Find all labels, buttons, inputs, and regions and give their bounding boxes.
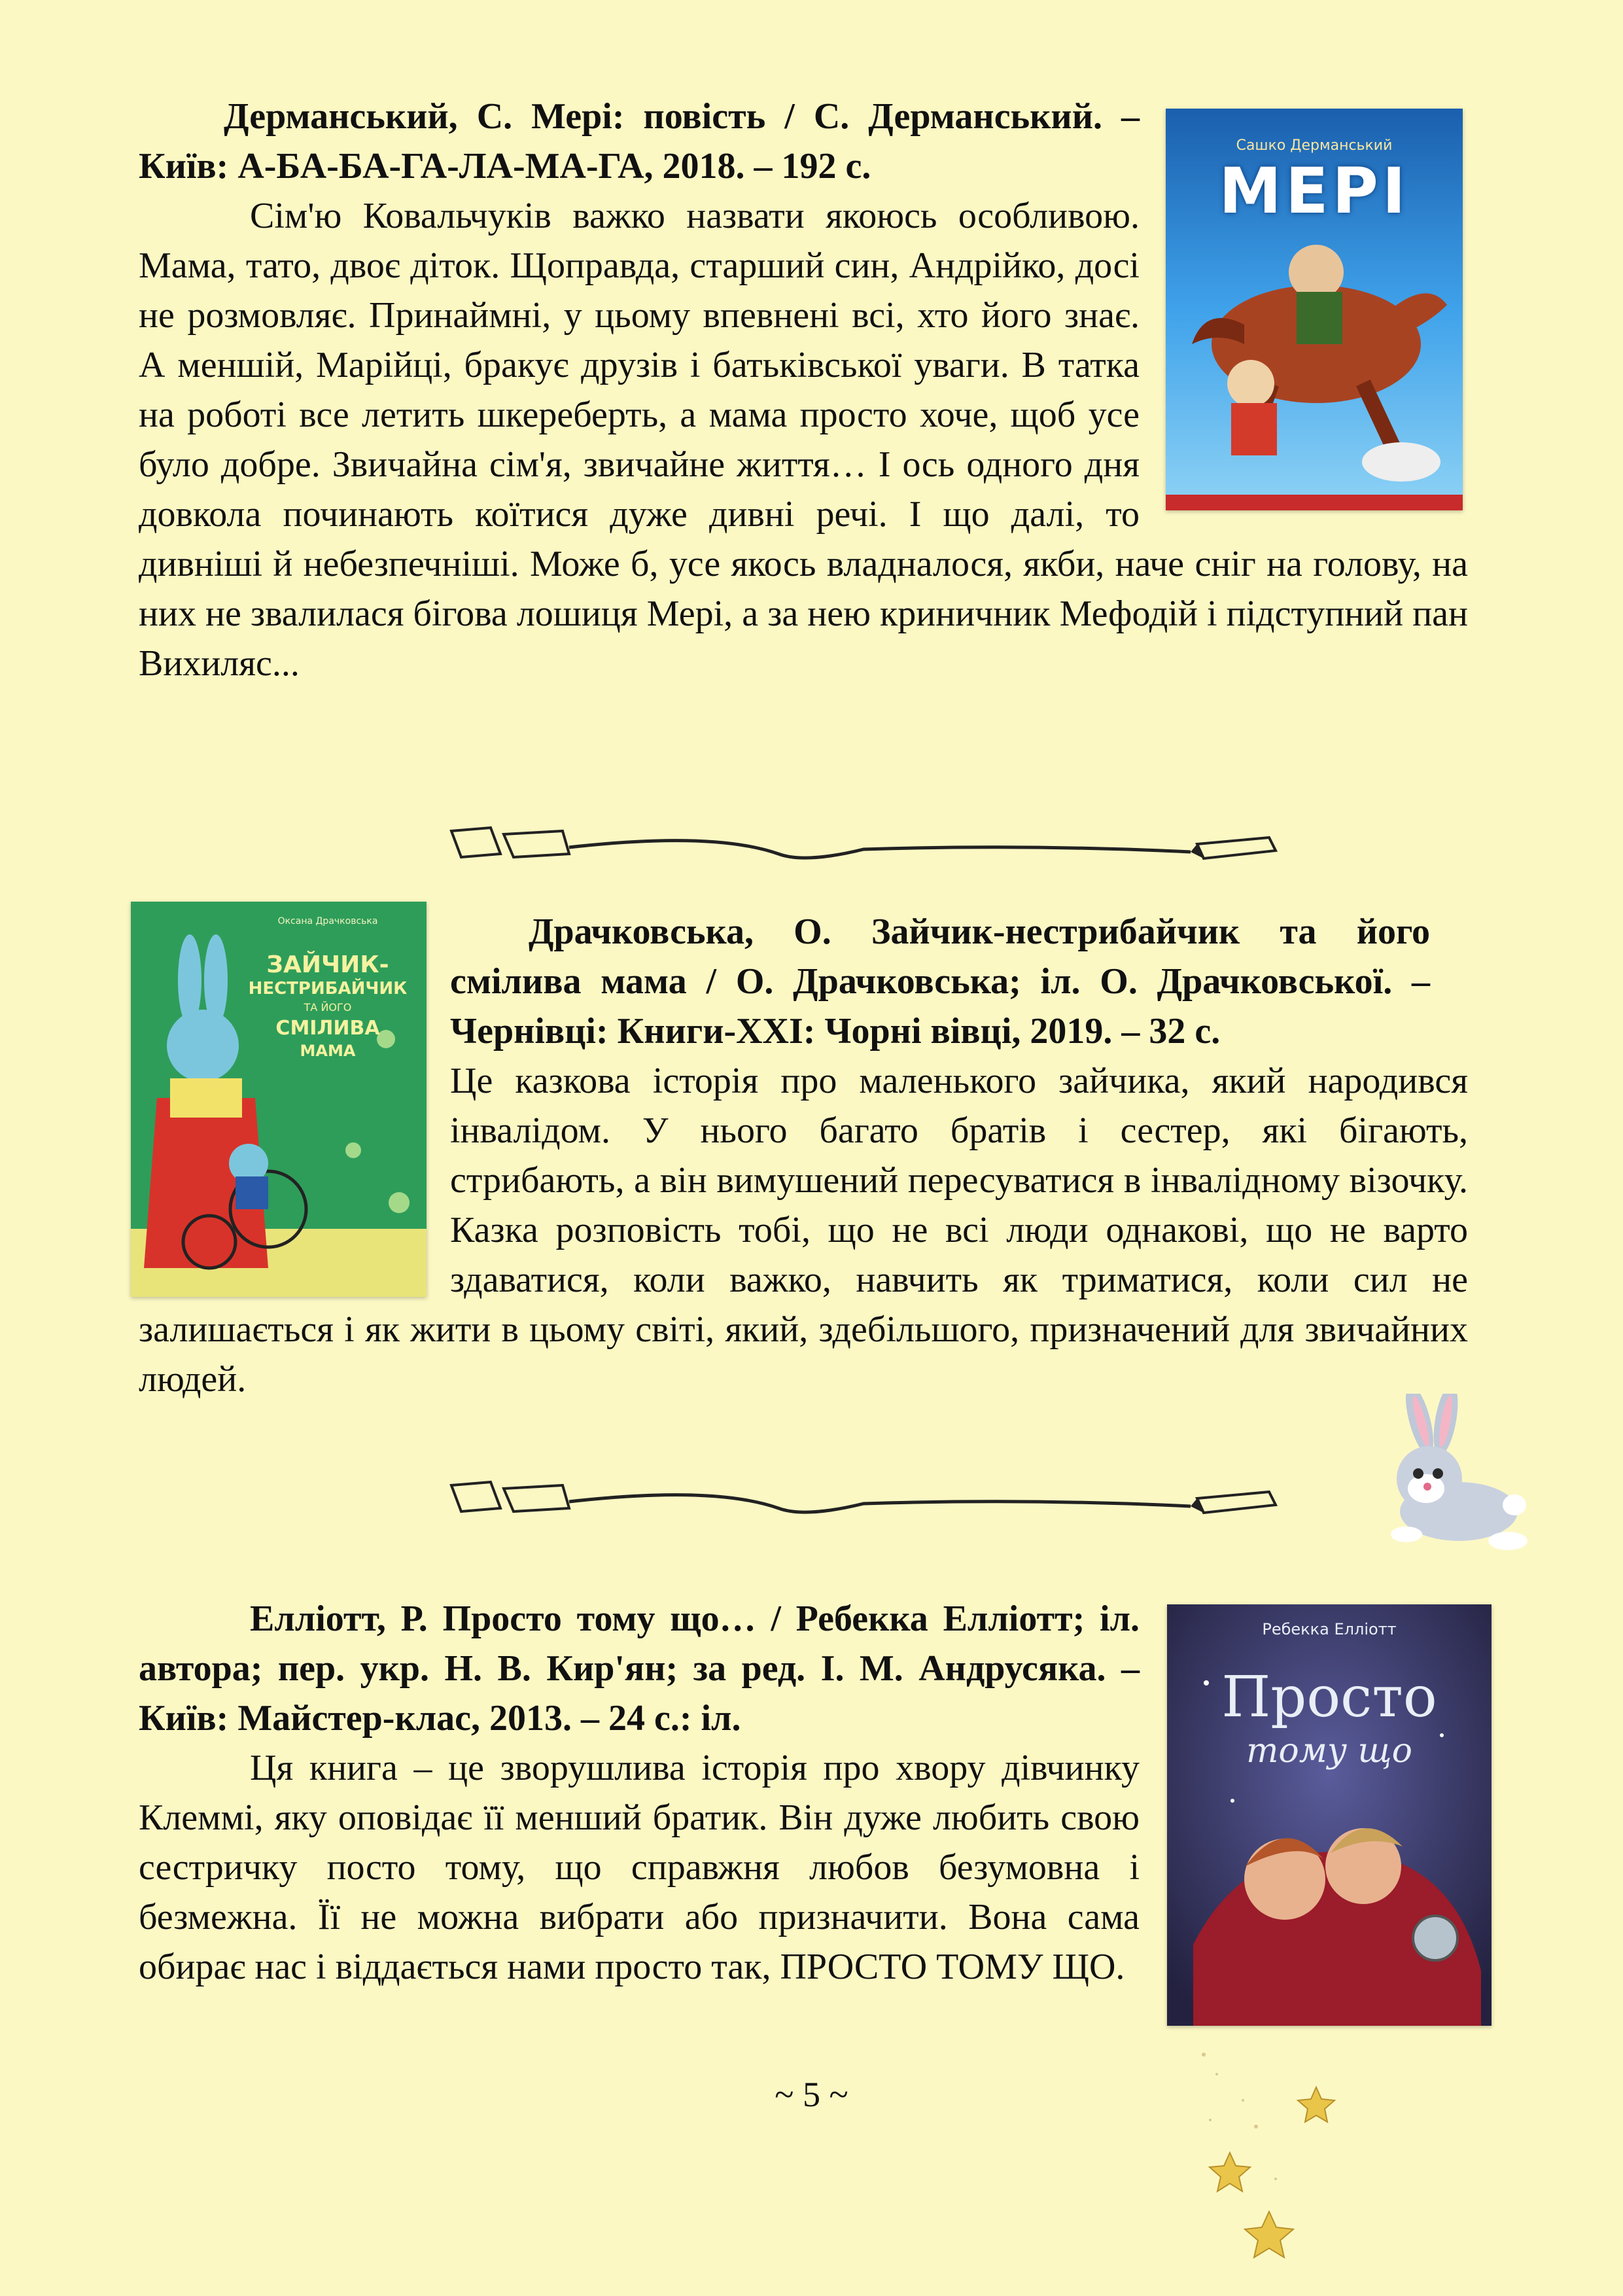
prosto-cover-author: Ребекка Елліотт [1262,1620,1397,1638]
entry-1-bibliography: Дерманський, С. Мері: повість / С. Дерманський. – Київ: А-БА-БА-ГА-ЛА-МА-ГА, 2018. – 192 с. [139,96,1140,186]
meri-cover-title: МЕРІ [1219,154,1410,228]
entry-3-bibliography: Еллiотт, Р. Просто тому що… / Ребекка Еллiотт; іл. автора; пер. укр. Н. В. Кир'ян; за ред. І. М. Андрусяка. – Київ: Майстер-клас, 2013. – 24 с.: іл. [139,1598,1140,1739]
page-number: ~ 5 ~ [775,2075,848,2114]
entry-2-bibliography: Драчковська, О. Зайчик-нестрибайчик та його смілива мама / О. Драчковська; іл. О. Драчковської. – Чернівці: Книги-XXI: Чорні вівці, 2019. – 32 с. [450,911,1430,1051]
entry-3 [139,1594,1140,1992]
divider-ornament-1 [438,818,1289,877]
zaichyk-cover-title-1: ЗАЙЧИК- [266,951,389,978]
entry-3-description: Ця книга – це зворушлива історія про хвору дівчинку Клеммі, яку оповідає її менший братик. Він дуже любить свою сестричку посто тому, що справжня любов безумовна і безмежна. Її не можна вибрати або призначити. Вона сама обирає нас і віддається нами просто так, ПРОСТО ТОМУ ЩО. [139,1748,1140,1987]
jumping-rabbit-illustration [1361,1394,1531,1564]
prosto-cover-title-1: Просто [1221,1665,1437,1730]
zaichyk-cover-title-2: НЕСТРИБАЙЧИК [248,979,408,998]
zaichyk-cover-title-4: СМІЛИВА [275,1017,380,1040]
stars-decoration [1164,2015,1361,2290]
entry-1-description: Сім'ю Ковальчуків важко назвати якоюсь особливою. Мама, тато, двоє діток. Щоправда, старший син, Андрійко, досі не розмовляє. Принаймні, у цьому впевнені всі, хто його знає. А меншій, Марійці, бракує друзів і батьківської уваги. В татка на роботі все летить шкереберть, а мама просто хоче, щоб усе було добре. Звичайна сім'я, звичайне життя… І ось одного дня довкола починають коїтися дуже дивні речі. І що далі, то дивніші й небезпечніші. Може б, усе якось владналося, якби, наче сніг на голову, на них не звалилася бігова лошиця Мері, а за нею криничник Мефодій і підступний пан Вихиляс... [139,196,1468,684]
entry-2 [139,907,1468,1404]
zaichyk-cover-title-5: МАМА [300,1042,356,1060]
entry-2-description: Це казкова історія про маленького зайчика, який народився інвалідом. У нього багато братів і сестер, які бігають, стрибають, а він вимушений пересуватися в інвалідному візочку. Казка розповість тобі, що не всі люди однакові, що не варто здаватися, коли важко, навчить як триматися, коли сил не залишається і як жити в цьому світі, який, здебільшого, призначений для звичайних людей. [139,1061,1468,1400]
meri-cover-author: Сашко Дерманський [1236,137,1393,154]
book-cover-prosto-tomu-shcho [1167,1604,1492,2026]
zaichyk-cover-author: Оксана Драчковська [277,916,378,927]
book-cover-meri [1166,109,1463,510]
zaichyk-cover-title-3: ТА ЙОГО [304,1001,352,1014]
divider-ornament-2 [438,1472,1289,1531]
prosto-cover-title-2: тому що [1246,1731,1412,1771]
